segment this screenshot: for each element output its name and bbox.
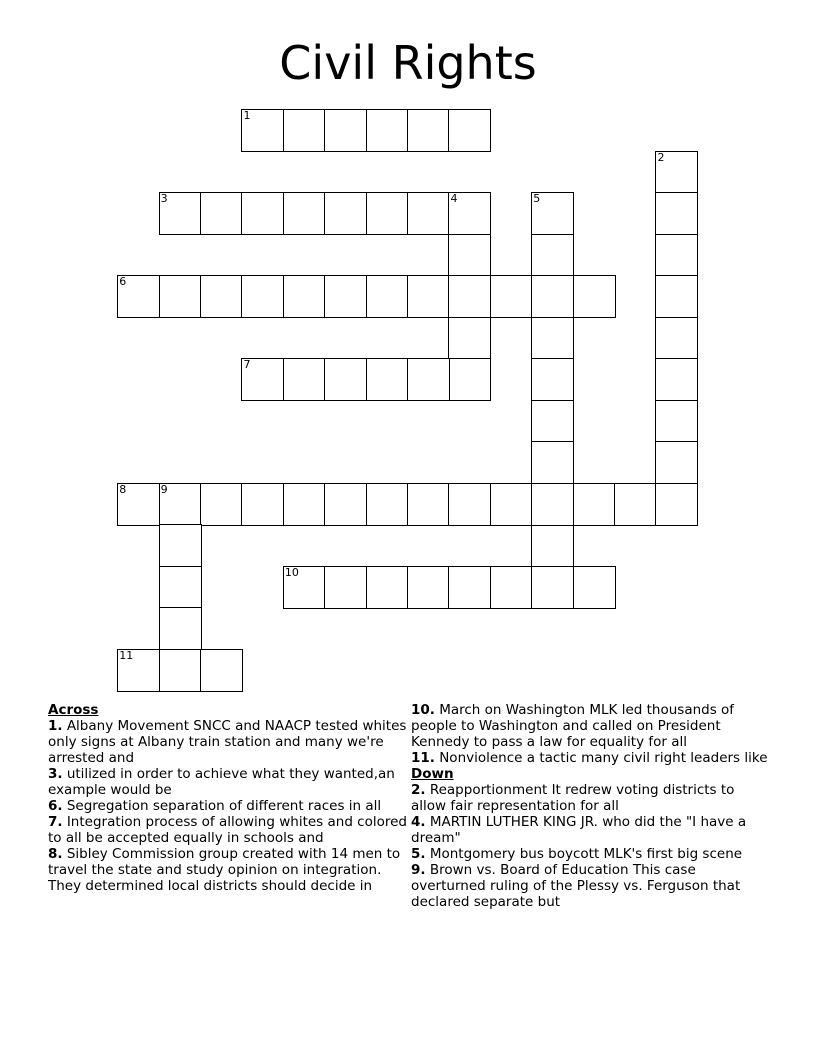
clue-item [48,814,410,846]
clue-item-number: 9. [411,862,426,878]
grid-cell[interactable] [366,109,409,152]
clue-item-text: Montgomery bus boycott MLK's first big scene [425,846,743,862]
grid-cell[interactable] [531,234,574,277]
grid-cell[interactable] [655,483,698,526]
clue-item-number: 1. [48,718,63,734]
grid-cell[interactable] [614,483,657,526]
grid-cell[interactable] [448,192,491,235]
grid-cell[interactable] [117,275,160,318]
clue-item-text: Reapportionment It redrew voting districts to allow fair representation for all [411,782,735,814]
grid-cell[interactable] [200,192,243,235]
clue-item-number: 5. [411,846,426,862]
clue-item [48,846,410,894]
grid-cell[interactable] [200,275,243,318]
grid-cell[interactable] [448,234,491,277]
clue-item-number: 6. [48,798,63,814]
grid-cell[interactable] [407,192,450,235]
grid-cell[interactable] [655,151,698,194]
clue-item [411,782,773,814]
grid-cell[interactable] [573,483,616,526]
grid-cell[interactable] [283,192,326,235]
grid-cell[interactable] [324,275,367,318]
clue-number: 1 [243,109,251,123]
clue-item [411,846,773,862]
grid-cell[interactable] [655,358,698,401]
grid-cell[interactable] [531,524,574,567]
grid-cell[interactable] [531,275,574,318]
grid-cell[interactable] [159,566,202,609]
grid-cell[interactable] [283,109,326,152]
grid-cell[interactable] [490,566,533,609]
clue-item [411,750,773,766]
clue-item-number: 8. [48,846,63,862]
grid-cell[interactable] [324,566,367,609]
grid-cell[interactable] [159,275,202,318]
grid-cell[interactable] [490,275,533,318]
clue-item-text: Segregation separation of different races in all [62,798,382,814]
grid-cell[interactable] [366,483,409,526]
across-clue-list-continued [411,702,773,766]
grid-cell[interactable] [448,483,491,526]
grid-cell[interactable] [241,483,284,526]
clue-number: 4 [450,192,458,206]
clues-left-column [48,702,410,894]
puzzle-title: Civil Rights [279,36,537,90]
grid-cell[interactable] [159,649,202,692]
grid-cell[interactable] [655,275,698,318]
clues-right-column [411,702,773,910]
grid-cell[interactable] [324,483,367,526]
clue-number: 3 [160,192,168,206]
grid-cell[interactable] [655,317,698,360]
clue-item-text: March on Washington MLK led thousands of people to Washington and called on President Kennedy to pass a law for equality for all [411,702,735,750]
across-heading: Across [48,702,99,718]
grid-cell[interactable] [159,483,202,526]
grid-cell[interactable] [448,317,491,360]
clue-item-number: 3. [48,766,63,782]
grid-cell[interactable] [366,192,409,235]
clue-number: 5 [533,192,541,206]
grid-cell[interactable] [407,358,450,401]
clue-item-number: 11. [411,750,435,766]
grid-cell[interactable] [366,358,409,401]
clue-item-text: Sibley Commission group created with 14 men to travel the state and study opinion on integration. They determined local districts should decide in [48,846,401,894]
grid-cell[interactable] [531,192,574,235]
down-clue-list [411,782,773,910]
grid-cell[interactable] [655,441,698,484]
grid-cell[interactable] [531,317,574,360]
grid-cell[interactable] [117,483,160,526]
grid-cell[interactable] [655,234,698,277]
grid-cell[interactable] [241,275,284,318]
clue-item-number: 4. [411,814,426,830]
clue-item [411,702,773,750]
clue-item-text: Albany Movement SNCC and NAACP tested whites only signs at Albany train station and many we're arrested and [48,718,407,766]
grid-cell[interactable] [241,192,284,235]
grid-cell[interactable] [159,607,202,650]
grid-cell[interactable] [655,400,698,443]
grid-cell[interactable] [200,649,243,692]
clue-item-number: 7. [48,814,63,830]
grid-cell[interactable] [448,109,491,152]
grid-cell[interactable] [324,358,367,401]
clue-item-number: 2. [411,782,426,798]
grid-cell[interactable] [283,483,326,526]
grid-cell[interactable] [531,358,574,401]
grid-cell[interactable] [324,109,367,152]
grid-cell[interactable] [159,524,202,567]
grid-cell[interactable] [200,483,243,526]
clue-number: 8 [119,482,127,496]
across-clue-list [48,718,410,894]
clue-number: 7 [243,358,251,372]
grid-cell[interactable] [655,192,698,235]
clue-item-text: Brown vs. Board of Education This case overturned ruling of the Plessy vs. Ferguson that declared separate but [411,862,741,910]
clue-item-text: MARTIN LUTHER KING JR. who did the "I have a dream" [411,814,747,846]
grid-cell[interactable] [531,483,574,526]
grid-cell[interactable] [283,358,326,401]
down-heading: Down [411,766,454,782]
clue-item [48,798,410,814]
clue-item-text: Integration process of allowing whites and colored to all be accepted equally in schools and [48,814,407,846]
clue-item [48,718,410,766]
grid-cell[interactable] [241,358,284,401]
grid-cell[interactable] [531,441,574,484]
grid-cell[interactable] [407,109,450,152]
grid-cell[interactable] [366,566,409,609]
grid-cell[interactable] [573,275,616,318]
clue-item [48,766,410,798]
grid-cell[interactable] [366,275,409,318]
clue-item-text: Nonviolence a tactic many civil right leaders like [434,750,768,766]
grid-cell[interactable] [407,566,450,609]
grid-cell[interactable] [448,275,491,318]
grid-cell[interactable] [407,483,450,526]
grid-cell[interactable] [241,109,284,152]
clue-item [411,862,773,910]
clue-item-number: 10. [411,702,435,718]
grid-cell[interactable] [324,192,367,235]
grid-cell[interactable] [159,192,202,235]
grid-cell[interactable] [490,483,533,526]
grid-cell[interactable] [117,649,160,692]
grid-cell[interactable] [407,275,450,318]
clue-item [411,814,773,846]
grid-cell[interactable] [531,566,574,609]
clue-number: 6 [119,275,127,289]
clue-number: 11 [119,648,134,662]
grid-cell[interactable] [283,275,326,318]
clue-item-text: utilized in order to achieve what they wanted,an example would be [48,766,395,798]
grid-cell[interactable] [448,358,491,401]
clue-number: 9 [160,482,168,496]
grid-cell[interactable] [573,566,616,609]
clue-number: 2 [657,150,665,164]
grid-cell[interactable] [283,566,326,609]
grid-cell[interactable] [448,566,491,609]
clue-number: 10 [284,565,299,579]
grid-cell[interactable] [531,400,574,443]
